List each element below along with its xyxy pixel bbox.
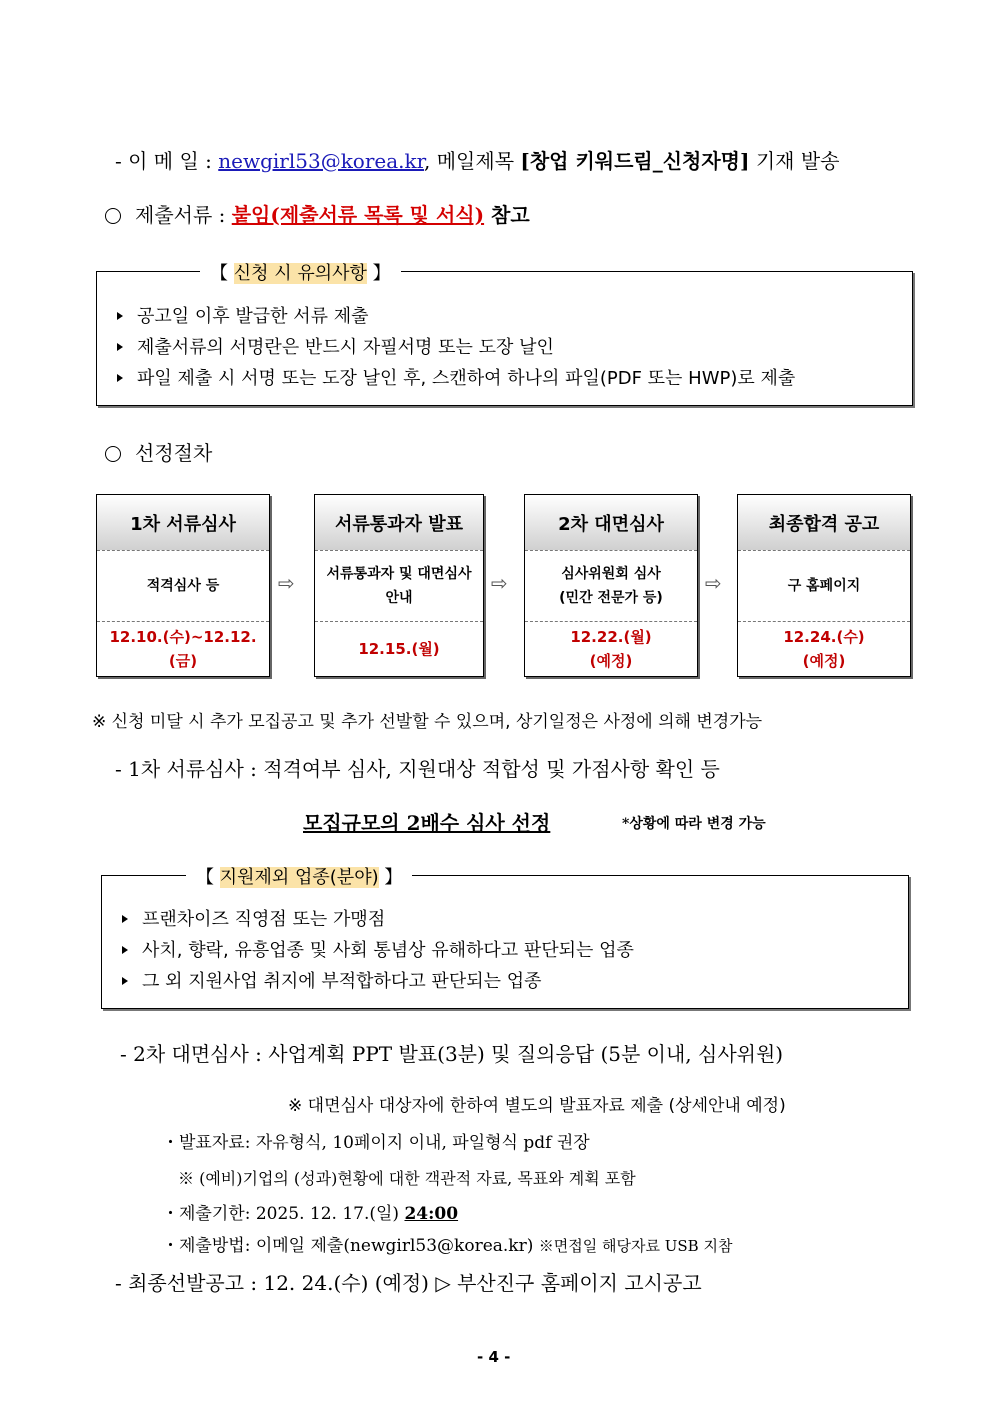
step-date: 12.15.(월) [358,640,440,658]
email-subject: [창업 키워드림_신청자명] [520,149,750,173]
list-item: 프랜차이즈 직영점 또는 가맹점 [122,905,385,931]
step-box [314,494,484,677]
section-heading: 선정절차 [105,437,212,466]
method-line: ・제출방법: 이메일 제출(newgirl53@korea.kr) ※면접일 해당자료 USB 지참 [162,1236,733,1256]
list-item: 공고일 이후 발급한 서류 제출 [117,302,369,328]
triangle-bullet-icon [122,946,128,954]
step-date: 12.10.(수)~12.12.(금) [109,628,257,670]
second-review-line: - 2차 대면심사 : 사업계획 PPT 발표(3분) 및 질의응답 (5분 이내, 심사위원) [120,1042,784,1066]
email-line: - 이 메 일 : newgirl53@korea.kr, 메일제목 [창업 키워드림_신청자명] 기재 발송 [115,149,840,173]
step-title: 서류통과자 발표 [315,495,483,551]
arrow-right-icon: ⇨ [278,571,295,595]
second-review-note: ※ 대면심사 대상자에 한하여 별도의 발표자료 제출 (상세안내 예정) [288,1096,786,1116]
step-desc: 구 홈페이지 [738,551,910,622]
docs-line: 제출서류 : 붙임(제출서류 목록 및 서식) 참고 [105,199,530,228]
scale-line: 모집규모의 2배수 심사 선정 [303,811,551,835]
step-desc: 적격심사 등 [97,551,269,622]
triangle-bullet-icon [117,343,123,351]
circle-bullet-icon [105,208,121,224]
step-desc: 심사위원회 심사 (민간 전문가 등) [525,551,697,622]
triangle-bullet-icon [122,977,128,985]
scale-note: *상황에 따라 변경 가능 [622,816,766,832]
step-date: 12.24.(수) (예정) [783,628,865,670]
recruit-note: ※ 신청 미달 시 추가 모집공고 및 추가 선발할 수 있으며, 상기일정은 사정에 의해 변경가능 [92,712,763,732]
step-box [524,494,698,677]
arrow-right-icon: ⇨ [705,571,722,595]
presentation-sub-note: ※ (예비)기업의 (성과)현황에 대한 객관적 자료, 목표와 계획 포함 [178,1169,636,1188]
step-title: 1차 서류심사 [97,495,269,551]
list-item: 파일 제출 시 서명 또는 도장 날인 후, 스캔하여 하나의 파일(PDF 또는 HWP)로 제출 [117,364,795,390]
triangle-bullet-icon [122,915,128,923]
list-item: 그 외 지원사업 취지에 부적합하다고 판단되는 업종 [122,967,541,993]
step-box [96,494,270,677]
final-announcement-line: - 최종선발공고 : 12. 24.(수) (예정) ▷ 부산진구 홈페이지 고시공고 [115,1271,702,1295]
step-desc: 서류통과자 및 대면심사 안내 [315,551,483,622]
page-number: - 4 - [477,1348,511,1366]
first-review-line: - 1차 서류심사 : 적격여부 심사, 지원대상 적합성 및 가점사항 확인 등 [115,757,720,781]
triangle-bullet-icon [117,374,123,382]
step-title: 2차 대면심사 [525,495,697,551]
exclude-box-title: 【 지원제외 업종(분야) 】 [186,863,412,889]
notice-box-title: 【 신청 시 유의사항 】 [200,259,401,285]
attachment-ref: 붙임(제출서류 목록 및 서식) [231,203,485,227]
step-title: 최종합격 공고 [738,495,910,551]
list-item: 사치, 향락, 유흥업종 및 사회 통념상 유해하다고 판단되는 업종 [122,936,634,962]
arrow-right-icon: ⇨ [491,571,508,595]
triangle-bullet-icon [117,312,123,320]
deadline-time: 24:00 [404,1204,459,1224]
step-date: 12.22.(월) (예정) [570,628,652,670]
presentation-material: ・발표자료: 자유형식, 10페이지 이내, 파일형식 pdf 권장 [162,1133,590,1153]
circle-bullet-icon [105,446,121,462]
deadline-line: ・제출기한: 2025. 12. 17.(일) 24:00 [162,1204,459,1224]
step-box [737,494,911,677]
list-item: 제출서류의 서명란은 반드시 자필서명 또는 도장 날인 [117,333,554,359]
email-link[interactable]: newgirl53@korea.kr [218,149,425,173]
